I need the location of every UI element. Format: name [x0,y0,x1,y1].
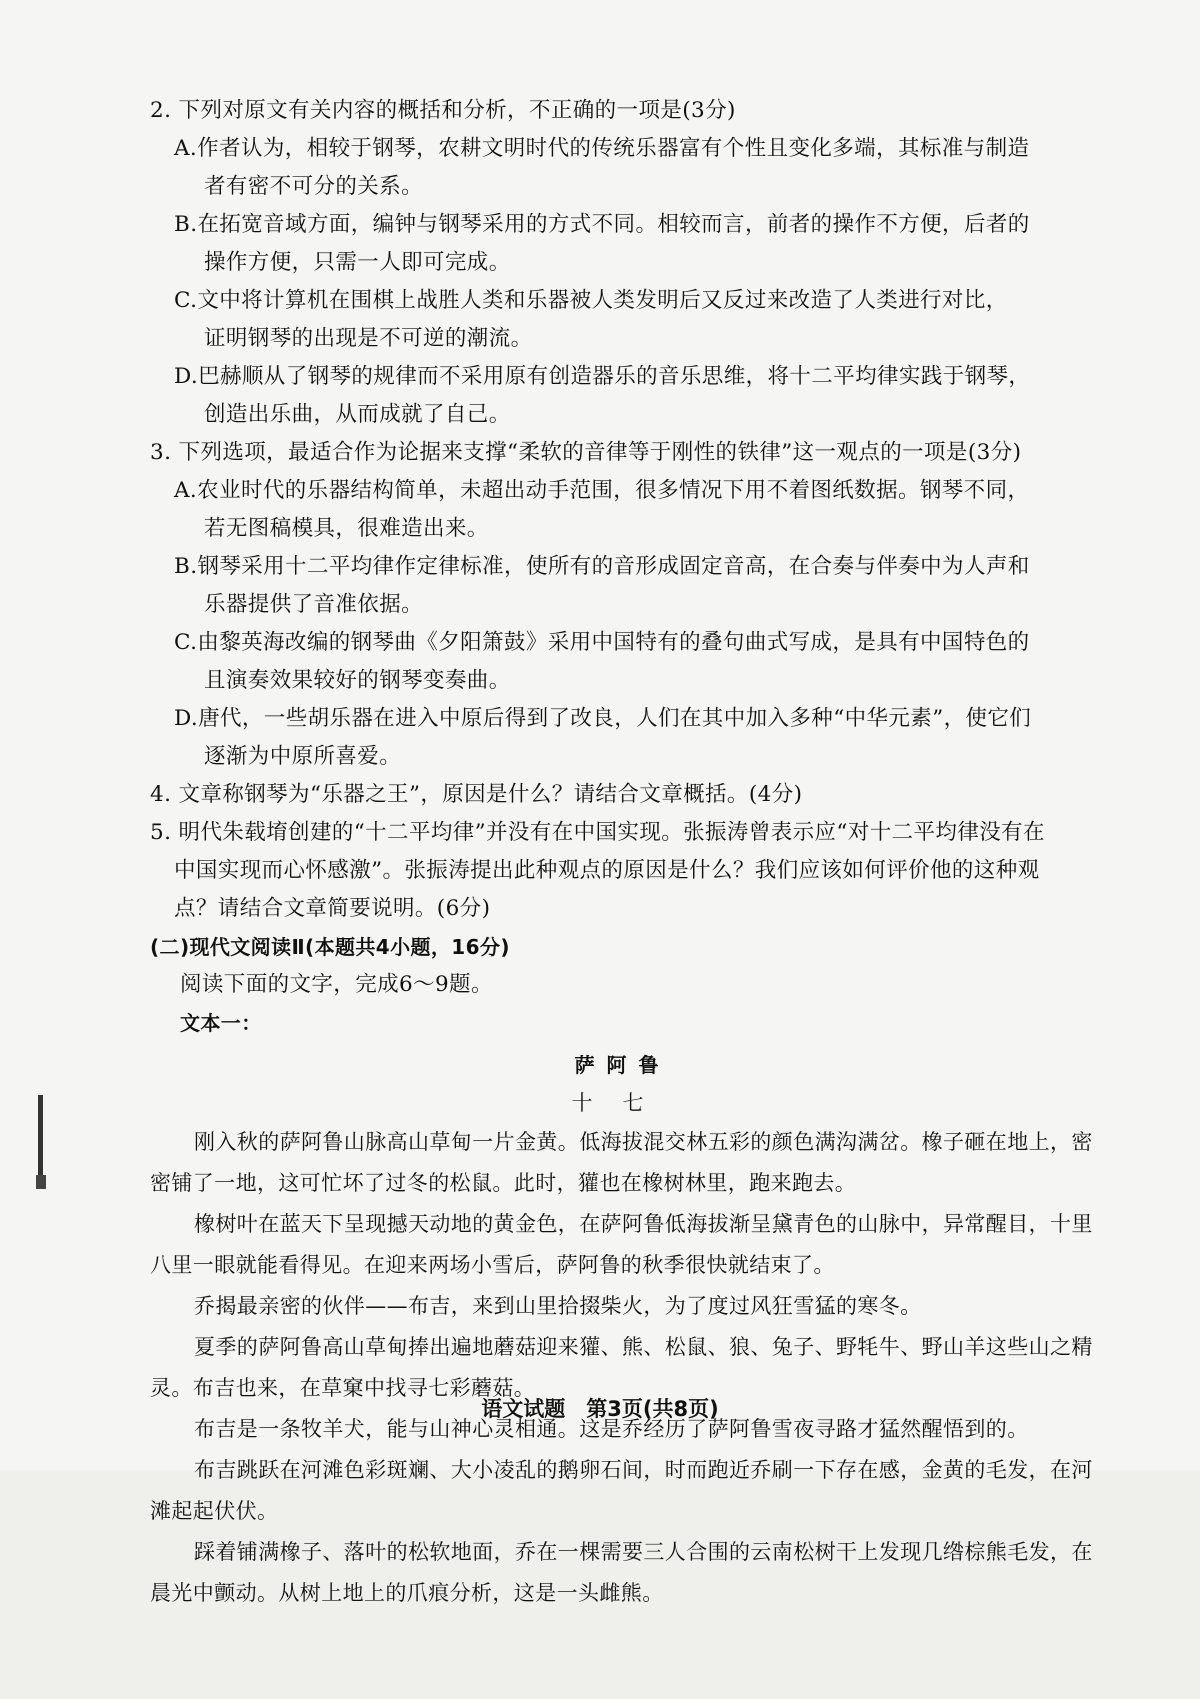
story-paragraph: 踩着铺满橡子、落叶的松软地面，乔在一棵需要三人合围的云南松树干上发现几绺棕熊毛发，在晨光中颤动。从树上地上的爪痕分析，这是一头雌熊。 [150,1540,1093,1605]
chapter-number: 十七 [571,1091,674,1115]
page-footer: 语文试题 第3页(共8页) [481,1397,719,1421]
option-letter: D. [174,706,199,731]
question-5-line1: 5. 明代朱载堉创建的“十二平均律”并没有在中国实现。张振涛曾表示应“对十二平均律没有在 [150,820,1045,845]
question-2-stem: 2. 下列对原文有关内容的概括和分析，不正确的一项是(3分) [150,98,736,123]
story-body [150,1122,1095,1614]
option-letter: A. [174,136,198,161]
story-paragraph: 橡树叶在蓝天下呈现撼天动地的黄金色，在萨阿鲁低海拔渐呈黛青色的山脉中，异常醒目，十里八里一眼就能看得见。在迎来两场小雪后，萨阿鲁的秋季很快就结束了。 [150,1212,1093,1277]
option-text: 钢琴采用十二平均律作定律标准，使所有的音形成固定音高，在合奏与伴奏中为人声和 [197,554,1030,579]
option-continuation: 若无图稿模具，很难造出来。 [204,516,489,541]
option-text: 由黎英海改编的钢琴曲《夕阳箫鼓》采用中国特有的叠句曲式写成，是具有中国特色的 [197,630,1030,655]
option-text: 唐代，一些胡乐器在进入中原后得到了改良，人们在其中加入多种“中华元素”，使它们 [198,706,1032,731]
section-heading: (二)现代文阅读Ⅱ(本题共4小题，16分) [150,935,510,959]
option-continuation: 创造出乐曲，从而成就了自己。 [204,402,511,427]
option-a [174,472,1095,510]
question-4: 4. 文章称钢琴为“乐器之王”，原因是什么？请结合文章概括。(4分) [150,782,803,807]
option-continuation: 操作方便，只需一人即可完成。 [204,250,511,275]
option-b [174,548,1095,586]
option-c [174,282,1095,320]
story-title: 萨阿鲁 [574,1053,671,1077]
question-3-stem: 3. 下列选项，最适合作为论据来支撑“柔软的音律等于刚性的铁律”这一观点的一项是(3分) [150,440,1022,465]
option-text: 作者认为，相较于钢琴，农耕文明时代的传统乐器富有个性且变化多端，其标准与制造 [197,136,1030,161]
option-text: 农业时代的乐器结构简单，未超出动手范围，很多情况下用不着图纸数据。钢琴不同， [197,478,1030,503]
question-5-line2: 中国实现而心怀感激”。张振涛提出此种观点的原因是什么？我们应该如何评价他的这种观 [174,858,1040,883]
option-continuation: 乐器提供了音准依据。 [204,592,424,617]
option-continuation: 且演奏效果较好的钢琴变奏曲。 [204,668,511,693]
option-d [174,358,1095,396]
binding-tick [36,1175,46,1189]
story-paragraph: 刚入秋的萨阿鲁山脉高山草甸一片金黄。低海拔混交林五彩的颜色满沟满岔。橡子砸在地上，密密铺了一地，这可忙坏了过冬的松鼠。此时，獾也在橡树林里，跑来跑去。 [150,1130,1093,1195]
option-d [174,700,1095,738]
option-b [174,206,1095,244]
story-paragraph: 乔揭最亲密的伙伴——布吉，来到山里拾掇柴火，为了度过风狂雪猛的寒冬。 [194,1294,922,1318]
question-2-options [150,130,1095,434]
option-text: 文中将计算机在围棋上战胜人类和乐器被人类发明后又反过来改造了人类进行对比， [197,288,1008,313]
question-5-line3: 点？请结合文章简要说明。(6分) [174,896,491,921]
binding-mark [38,1095,43,1185]
option-continuation: 者有密不可分的关系。 [204,174,424,199]
story-paragraph: 夏季的萨阿鲁高山草甸捧出遍地蘑菇迎来獾、熊、松鼠、狼、兔子、野牦牛、野山羊这些山之精灵。布吉也来，在草窠中找寻七彩蘑菇。 [150,1335,1093,1400]
option-letter: D. [174,364,199,389]
option-continuation: 证明钢琴的出现是不可逆的潮流。 [204,326,533,351]
option-text: 在拓宽音域方面，编钟与钢琴采用的方式不同。相较而言，前者的操作不方便，后者的 [197,212,1030,237]
question-3-options [150,472,1095,776]
option-continuation: 逐渐为中原所喜爱。 [204,744,402,769]
option-letter: B. [174,554,198,579]
story-paragraph: 布吉是一条牧羊犬，能与山神心灵相通。这是乔经历了萨阿鲁雪夜寻路才猛然醒悟到的。 [194,1417,1029,1441]
option-letter: C. [174,288,198,313]
reading-instruction: 阅读下面的文字，完成6～9题。 [180,972,493,997]
option-letter: A. [174,478,198,503]
option-text: 巴赫顺从了钢琴的规律而不采用原有创造器乐的音乐思维，将十二平均律实践于钢琴， [198,364,1031,389]
page-content [150,92,1095,1614]
option-c [174,624,1095,662]
text-one-label: 文本一： [180,1011,262,1035]
story-paragraph: 布吉跳跃在河滩色彩斑斓、大小凌乱的鹅卵石间，时而跑近乔刷一下存在感，金黄的毛发，在河滩起起伏伏。 [150,1458,1093,1523]
option-a [174,130,1095,168]
option-letter: B. [174,212,198,237]
option-letter: C. [174,630,198,655]
